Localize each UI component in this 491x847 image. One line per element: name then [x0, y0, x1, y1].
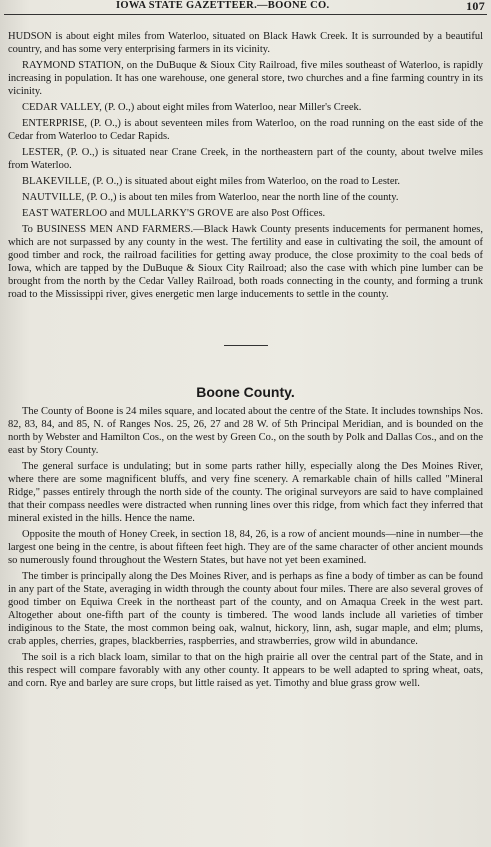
paragraph: HUDSON is about eight miles from Waterloo, situated on Black Hawk Creek. It is surrounded by a beautiful country, and has some very enterprising farmers in its vicinity.: [8, 31, 483, 55]
section-heading: Boone County.: [196, 384, 295, 400]
section-divider: [224, 345, 268, 346]
paragraph: The timber is principally along the Des Moines River, and is perhaps as fine a body of timber as can be found in any part of the State, averaging in width through the county about four miles. There are also several groves of good timber on Equiwa Creek in the northeast part of the county, and on Amaqua Creek in the west part. Altogether about one-fifth part of the county is timbered. The wood lands include all varieties of timber indiginous to the State, the most common being oak, walnut, hickory, linn, ash, sugar maple, and elm; plums, crab apples, cherries, grapes, blackberries, raspberries, and strawberries, grow wild in abundance.: [8, 571, 483, 647]
paragraph: The general surface is undulating; but in some parts rather hilly, especially along the Des Moines River, where there are some magnificent bluffs, and very fine scenery. A remarkable chain of hills called "Mineral Ridge," passes entirely through the north side of the county. The original surveyors are said to have complained that their compass needles were distracted when running lines over this ridge, from which fact they inferred that mineral existed in the hills. Hence the name.: [8, 461, 483, 524]
paragraph: The soil is a rich black loam, similar to that on the high prairie all over the central part of the State, and in this respect will compare favorably with any other county. It appears to be well adapted to spring wheat, oats, and corn. Rye and barley are sure crops, but little raised as yet. Timothy and blue grass grow well.: [8, 652, 483, 689]
paragraph: EAST WATERLOO and MULLARKY'S GROVE are also Post Offices.: [22, 208, 326, 219]
running-title: IOWA STATE GAZETTEER.—BOONE CO.: [116, 0, 330, 11]
paragraph: CEDAR VALLEY, (P. O.,) about eight miles from Waterloo, near Miller's Creek.: [22, 102, 362, 113]
paragraph: ENTERPRISE, (P. O.,) is about seventeen miles from Waterloo, on the road running on the east side of the Cedar from Waterloo to Cedar Rapids.: [8, 118, 483, 142]
black-hawk-section: [8, 30, 483, 301]
paragraph: The County of Boone is 24 miles square, and located about the centre of the State. It includes townships Nos. 82, 83, 84, and 85, N. of Ranges Nos. 25, 26, 27 and 28 W. of 5th Principal Meridian, and is bounded on the north by Webster and Hamilton Cos., on the west by Green Co., on the south by Polk and Dallas Cos., and on the east by Story County.: [8, 406, 483, 456]
paragraph: To BUSINESS MEN AND FARMERS.—Black Hawk County presents inducements for permanent homes, which are not surpassed by any county in the west. The fertility and ease in cultivating the soil, the amount of good timber and rock, the railroad facilities for getting away produce, the close proximity to the coal beds of Iowa, which are tapped by the DuBuque & Sioux City Railroad; also the case with which pine lumber can be brought from the north by the Cedar Valley Railroad, both roads connecting in the county, and forming a trunk road to the Mississippi river, gives energetic men large inducements to settle in the county.: [8, 224, 483, 300]
paragraph: RAYMOND STATION, on the DuBuque & Sioux City Railroad, five miles southeast of Waterloo, is rapidly increasing in population. It has one warehouse, one general store, two churches and a fine farming country in its vicinity.: [8, 60, 483, 97]
header-rule: [4, 14, 487, 15]
page-number: 107: [466, 0, 485, 13]
boone-county-section: [8, 386, 483, 690]
paragraph: LESTER, (P. O.,) is situated near Crane Creek, in the northeastern part of the county, about twelve miles from Waterloo.: [8, 147, 483, 171]
page-body: [8, 30, 483, 693]
running-head: [0, 0, 491, 14]
paragraph: NAUTVILLE, (P. O.,) is about ten miles from Waterloo, near the north line of the county.: [22, 192, 399, 203]
paragraph: Opposite the mouth of Honey Creek, in section 18, 84, 26, is a row of ancient mounds—nine in number—the largest one being in the centre, is about fifteen feet high. They are of the same character of other ancient mounds so numerously found throughout the Western States, but have not yet been examined.: [8, 529, 483, 566]
paragraph: BLAKEVILLE, (P. O.,) is situated about eight miles from Waterloo, on the road to Lester.: [22, 176, 401, 187]
